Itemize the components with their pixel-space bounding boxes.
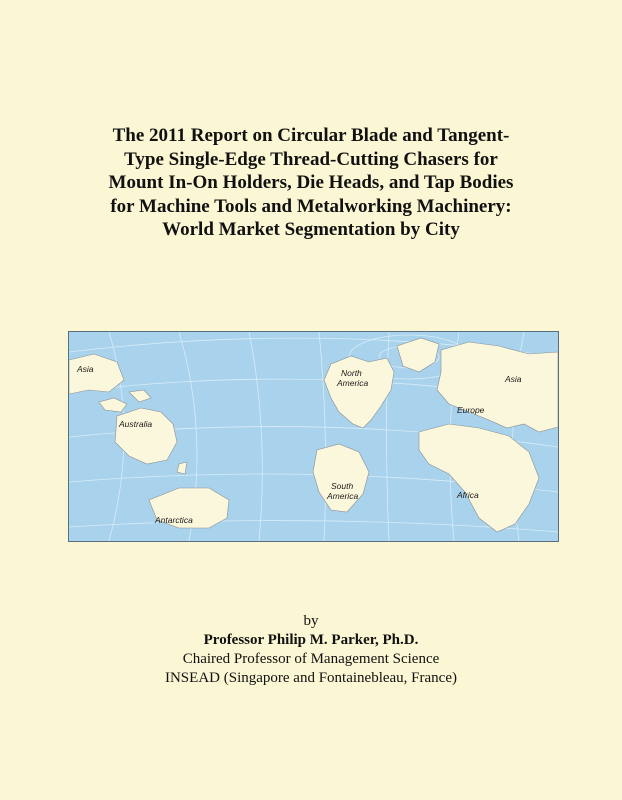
label-antarctica: Antarctica xyxy=(155,515,193,525)
title-line: Mount In-On Holders, Die Heads, and Tap Bodies xyxy=(108,172,514,193)
landmass-australia xyxy=(115,408,177,464)
title-line: The 2011 Report on Circular Blade and Tangent- xyxy=(112,125,510,146)
landmass-south-america xyxy=(313,444,369,512)
label-asia-west: Asia xyxy=(77,364,94,374)
landmass-island xyxy=(129,390,151,402)
landmass-new-zealand xyxy=(177,462,187,474)
author-block xyxy=(40,612,582,688)
book-title xyxy=(40,124,582,242)
landmass-asia-west xyxy=(69,354,124,394)
title-line: World Market Segmentation by City xyxy=(162,219,460,240)
title-line: for Machine Tools and Metalworking Machinery: xyxy=(110,195,512,217)
title-line: Type Single-Edge Thread-Cutting Chasers for xyxy=(124,148,498,170)
landmass-greenland xyxy=(397,338,439,372)
map-landmasses xyxy=(69,338,558,532)
label-australia: Australia xyxy=(119,419,153,429)
landmass-eurasia xyxy=(437,342,558,432)
label-asia-east: Asia xyxy=(505,374,522,384)
author-by: by xyxy=(303,613,319,629)
author-name: Professor Philip M. Parker, Ph.D. xyxy=(203,632,419,648)
label-south-america-line1: South xyxy=(331,481,354,491)
label-south-america-line2: America xyxy=(327,491,359,501)
world-map xyxy=(68,331,559,542)
label-africa: Africa xyxy=(457,490,479,500)
label-europe: Europe xyxy=(457,405,485,415)
world-map-graphic xyxy=(69,332,558,541)
label-north-america-line1: North xyxy=(341,368,362,378)
author-position: Chaired Professor of Management Science xyxy=(182,651,440,667)
landmass-africa xyxy=(419,424,539,532)
landmass-north-america xyxy=(324,356,394,428)
landmass-island xyxy=(99,398,127,412)
author-institution: INSEAD (Singapore and Fontainebleau, France) xyxy=(164,670,457,686)
label-north-america-line2: America xyxy=(337,378,369,388)
